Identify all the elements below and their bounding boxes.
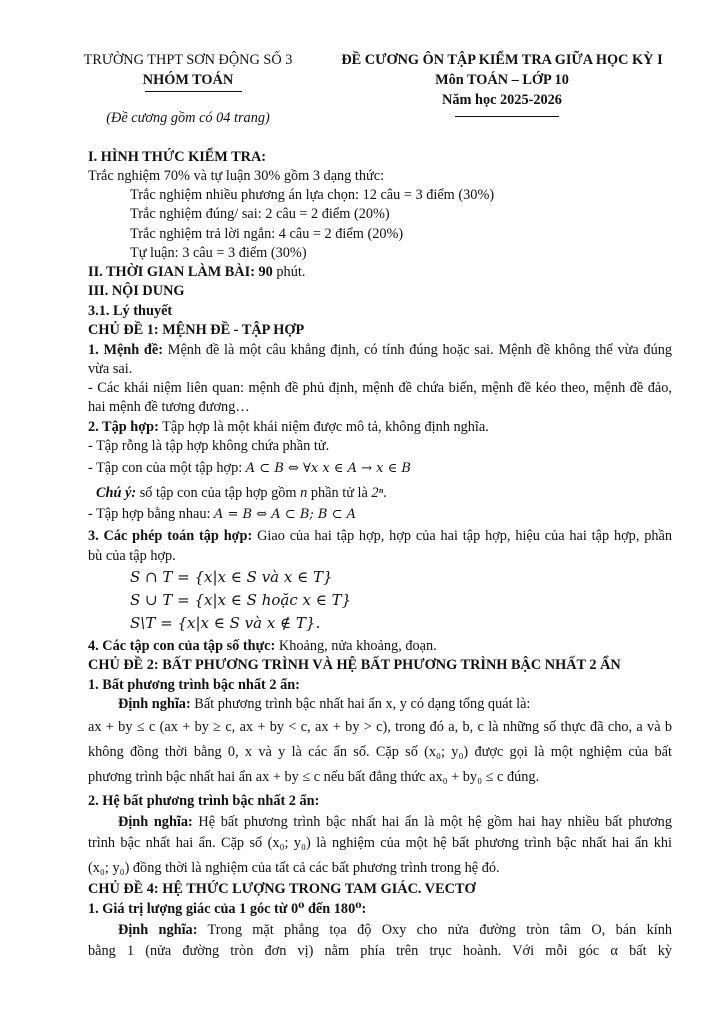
formula: 2ⁿ	[371, 485, 384, 501]
text: .	[383, 485, 387, 501]
paragraph: trình bậc nhất hai ẩn. Cặp số (x₀; y₀) là nghiệm của một hệ bất phương trình bậc nhất hai ẩn khi	[88, 835, 672, 851]
paragraph: bù của tập hợp.	[88, 548, 176, 564]
text: Khoảng, nửa khoảng, đoạn.	[275, 638, 437, 654]
text: Giao của hai tập hợp, hợp của hai tập hợp, hiệu của hai tập hợp, phần	[252, 528, 673, 544]
term-label: 1. Mệnh đề:	[88, 342, 163, 358]
term-label: Định nghĩa:	[118, 922, 198, 938]
list-item: Trắc nghiệm đúng/ sai: 2 câu = 2 điểm (20%)	[130, 206, 390, 222]
term-label: Định nghĩa:	[118, 814, 193, 830]
document-title: ĐỀ CƯƠNG ÔN TẬP KIỂM TRA GIỮA HỌC KỲ I	[341, 52, 663, 68]
formula: S ∩ T = {x|x ∈ S và x ∈ T}	[130, 568, 333, 586]
paragraph	[88, 418, 672, 436]
formula: A = B ⇔ A ⊂ B; B ⊂ A	[214, 507, 356, 522]
list-item: Trắc nghiệm trả lời ngắn: 4 câu = 2 điểm (20%)	[130, 226, 404, 242]
paragraph: ax + by ≤ c (ax + by ≥ c, ax + by < c, ax + by > c), trong đó a, b, c là những số thực đã cho, a và b	[88, 719, 672, 735]
paragraph: (x₀; y₀) đồng thời là nghiệm của tất cả các bất phương trình trong hệ đó.	[88, 860, 500, 876]
paragraph	[88, 505, 672, 524]
paragraph	[118, 695, 672, 713]
list-item: Tự luận: 3 câu = 3 điểm (30%)	[130, 245, 307, 261]
text: - Tập hợp bằng nhau:	[88, 506, 215, 522]
divider	[145, 91, 242, 92]
text: Trong mặt phẳng tọa độ Oxy cho nửa đường tròn tâm O, bán kính	[197, 922, 672, 938]
term-label: Định nghĩa:	[118, 696, 191, 712]
subject: Môn TOÁN – LỚP 10	[435, 72, 569, 88]
variable: n	[300, 485, 308, 501]
text: số tập con của tập hợp gồm	[136, 485, 301, 501]
paragraph	[118, 813, 672, 831]
paragraph: bằng 1 (nửa đường tròn đơn vị) nằm phía trên trục hoành. Với mỗi góc α bất kỳ	[88, 943, 672, 959]
group-name: NHÓM TOÁN	[142, 72, 234, 88]
paragraph	[88, 341, 672, 359]
paragraph: phương trình bậc nhất hai ẩn ax + by ≤ c nếu bất đẳng thức ax₀ + by₀ ≤ c đúng.	[88, 769, 540, 785]
formula: S\T = {x|x ∈ S và x ∉ T}.	[130, 614, 321, 632]
term-label: 3. Các phép toán tập hợp:	[88, 528, 253, 544]
subsection-heading: 1. Giá trị lượng giác của 1 góc từ 0⁰ đến 180⁰:	[88, 901, 367, 917]
paragraph	[88, 527, 672, 545]
subsection-heading: 3.1. Lý thuyết	[88, 303, 173, 319]
duration-unit: phút.	[272, 264, 306, 280]
text: Bất phương trình bậc nhất hai ẩn x, y có dạng tổng quát là:	[190, 696, 531, 712]
paragraph	[88, 459, 672, 478]
note-label: Chú ý:	[96, 485, 137, 501]
section-heading: III. NỘI DUNG	[88, 283, 185, 299]
paragraph: hai mệnh đề tương đương…	[88, 399, 250, 415]
divider	[455, 116, 559, 117]
text: - Tập con của một tập hợp:	[88, 460, 246, 476]
paragraph: không đồng thời bằng 0, x và y là các ẩn số. Cặp số (x₀; y₀) được gọi là một nghiệm của bất	[88, 744, 672, 760]
duration-value: 90	[258, 264, 273, 280]
formula: A ⊂ B ⇔ ∀x x ∈ A → x ∈ B	[245, 461, 411, 476]
paragraph	[118, 921, 672, 939]
subsection-heading: 1. Bất phương trình bậc nhất 2 ẩn:	[88, 677, 300, 693]
text: Mệnh đề là một câu khẳng định, có tính đúng hoặc sai. Mệnh đề không thể vừa đúng	[163, 342, 673, 358]
section-heading: I. HÌNH THỨC KIỂM TRA:	[88, 149, 267, 165]
text: phần tử là	[307, 485, 372, 501]
school-year: Năm học 2025-2026	[442, 92, 562, 108]
text: Tập hợp là một khái niệm được mô tả, không định nghĩa.	[158, 419, 489, 435]
topic-heading: CHỦ ĐỀ 2: BẤT PHƯƠNG TRÌNH VÀ HỆ BẤT PHƯƠNG TRÌNH BẬC NHẤT 2 ẨN	[88, 657, 621, 673]
topic-heading: CHỦ ĐỀ 1: MỆNH ĐỀ - TẬP HỢP	[88, 322, 305, 338]
paragraph	[88, 637, 672, 655]
heading-label: II. THỜI GIAN LÀM BÀI:	[88, 264, 259, 280]
term-label: 2. Tập hợp:	[88, 419, 159, 435]
subsection-heading: 2. Hệ bất phương trình bậc nhất 2 ẩn:	[88, 793, 320, 809]
school-name: TRƯỜNG THPT SƠN ĐỘNG SỐ 3	[83, 52, 293, 68]
paragraph: Trắc nghiệm 70% và tự luận 30% gồm 3 dạng thức:	[88, 168, 385, 184]
text: Hệ bất phương trình bậc nhất hai ẩn là một hệ gồm hai hay nhiều bất phương	[192, 814, 672, 830]
formula: S ∪ T = {x|x ∈ S hoặc x ∈ T}	[130, 591, 352, 609]
paragraph: - Các khái niệm liên quan: mệnh đề phủ định, mệnh đề chứa biến, mệnh đề kéo theo, mệnh đề đảo,	[88, 380, 672, 396]
note	[96, 484, 680, 502]
term-label: 4. Các tập con của tập số thực:	[88, 638, 276, 654]
paragraph: - Tập rỗng là tập hợp không chứa phần tử.	[88, 438, 330, 454]
topic-heading: CHỦ ĐỀ 4: HỆ THỨC LƯỢNG TRONG TAM GIÁC. VECTƠ	[88, 881, 476, 897]
paragraph: vừa sai.	[88, 361, 133, 377]
pages-note: (Đề cương gồm có 04 trang)	[106, 110, 270, 126]
section-heading	[88, 263, 672, 281]
list-item: Trắc nghiệm nhiều phương án lựa chọn: 12 câu = 3 điểm (30%)	[130, 187, 495, 203]
